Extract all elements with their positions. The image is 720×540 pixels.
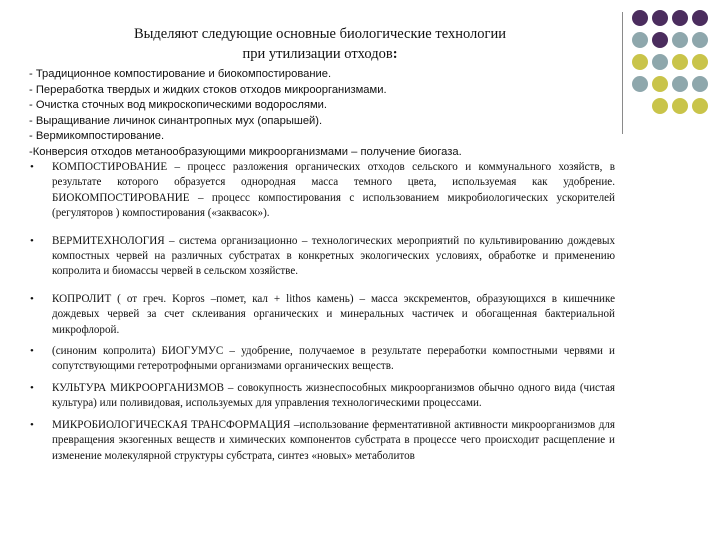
decor-dot xyxy=(632,54,648,70)
bullet-icon: • xyxy=(30,345,34,358)
definition-microorganism-culture xyxy=(30,381,615,412)
decor-dot xyxy=(672,98,688,114)
definition-text: КУЛЬТУРА МИКРООРГАНИЗМОВ – совокупность жизнеспособных микроорганизмов обычно одного вида (чистая культура) или поливидовая, используемых для управления технологическими процессами. xyxy=(52,381,615,410)
title-line-2-text: при утилизации отходов xyxy=(242,46,393,62)
definition-text: МИКРОБИОЛОГИЧЕСКАЯ ТРАНСФОРМАЦИЯ –использование ферментативной активности микроорганизмов для превращения экзогенных веществ и химических компонентов субстрата в процессе чего происходит расщепление и изменение молекулярной структуры субстрата, синтез «новых» метаболитов xyxy=(52,418,615,462)
technology-item: - Очистка сточных вод микроскопическими водорослями. xyxy=(29,99,328,112)
bullet-icon: • xyxy=(30,161,34,173)
decor-dot xyxy=(652,76,668,92)
technology-item: - Переработка твердых и жидких стоков отходов микроорганизмами. xyxy=(29,83,387,96)
decor-dot xyxy=(672,76,688,92)
definition-text: КОМПОСТИРОВАНИЕ – процесс разложения органических отходов сельского и коммунального хозяйств, в результате которого образуется однородная масса темного цвета, используемая как удобрение. БИОКОМПОСТИРОВАНИЕ – процесс компостирования с использованием микробиологических ускорителей (регуляторов ) компостирования («заквасок»). xyxy=(52,161,615,220)
definition-microbiological-transformation xyxy=(30,418,615,464)
decor-dot-grid xyxy=(632,10,710,125)
decor-dot xyxy=(652,54,668,70)
decor-dot xyxy=(652,98,668,114)
technology-item: - Традиционное компостирование и биокомпостирование. xyxy=(29,68,332,80)
decor-dot xyxy=(672,54,688,70)
decor-dot xyxy=(692,10,708,26)
decor-dot xyxy=(632,10,648,26)
definition-list xyxy=(30,160,615,464)
decor-dot xyxy=(692,54,708,70)
decor-dot xyxy=(672,32,688,48)
decor-dot xyxy=(652,32,668,48)
title-colon: : xyxy=(392,46,398,62)
technology-item: -Конверсия отходов метанообразующими микроорганизмами – получение биогаза. xyxy=(29,145,462,158)
technology-list xyxy=(29,67,629,161)
title-line-2 xyxy=(60,44,580,64)
technology-item: - Вермикомпостирование. xyxy=(29,130,165,143)
definition-text: КОПРОЛИТ ( от греч. Kopros –помет, кал + lithos камень) – масса экскрементов, образующихся в кишечнике дождевых червей за счет склеивания органических и минеральных частичек и обогащенная бактериальной микрофлорой. xyxy=(52,292,615,336)
bullet-icon: • xyxy=(30,234,34,247)
definition-coprolite xyxy=(30,292,615,338)
definition-vermitechnology xyxy=(30,234,615,280)
bullet-icon: • xyxy=(30,381,34,394)
decor-dot xyxy=(632,76,648,92)
bullet-icon: • xyxy=(30,418,34,431)
definition-text: (синоним копролита) БИОГУМУС – удобрение, получаемое в результате переработки компостными червями и сопутствующими гетеротрофными организмами органических веществ. xyxy=(52,345,615,373)
decor-dot xyxy=(692,32,708,48)
slide-title xyxy=(60,24,580,64)
title-line-1: Выделяют следующие основные биологические технологии xyxy=(134,26,506,42)
decor-dot xyxy=(672,10,688,26)
decor-dot xyxy=(632,32,648,48)
bullet-icon: • xyxy=(30,292,34,305)
decor-dot xyxy=(652,10,668,26)
decor-dot xyxy=(692,98,708,114)
definition-biohumus xyxy=(30,344,615,375)
definition-text: ВЕРМИТЕХНОЛОГИЯ – система организационно – технологических мероприятий по культивированию дождевых компостных червей на различных субстратах в конкретных экологических условиях, обработке и применению копролита и биомассы червей в сельском хозяйстве. xyxy=(52,234,615,278)
decor-dot xyxy=(692,76,708,92)
technology-item: - Выращивание личинок синантропных мух (опарышей). xyxy=(29,114,323,127)
definition-composting xyxy=(30,160,615,222)
